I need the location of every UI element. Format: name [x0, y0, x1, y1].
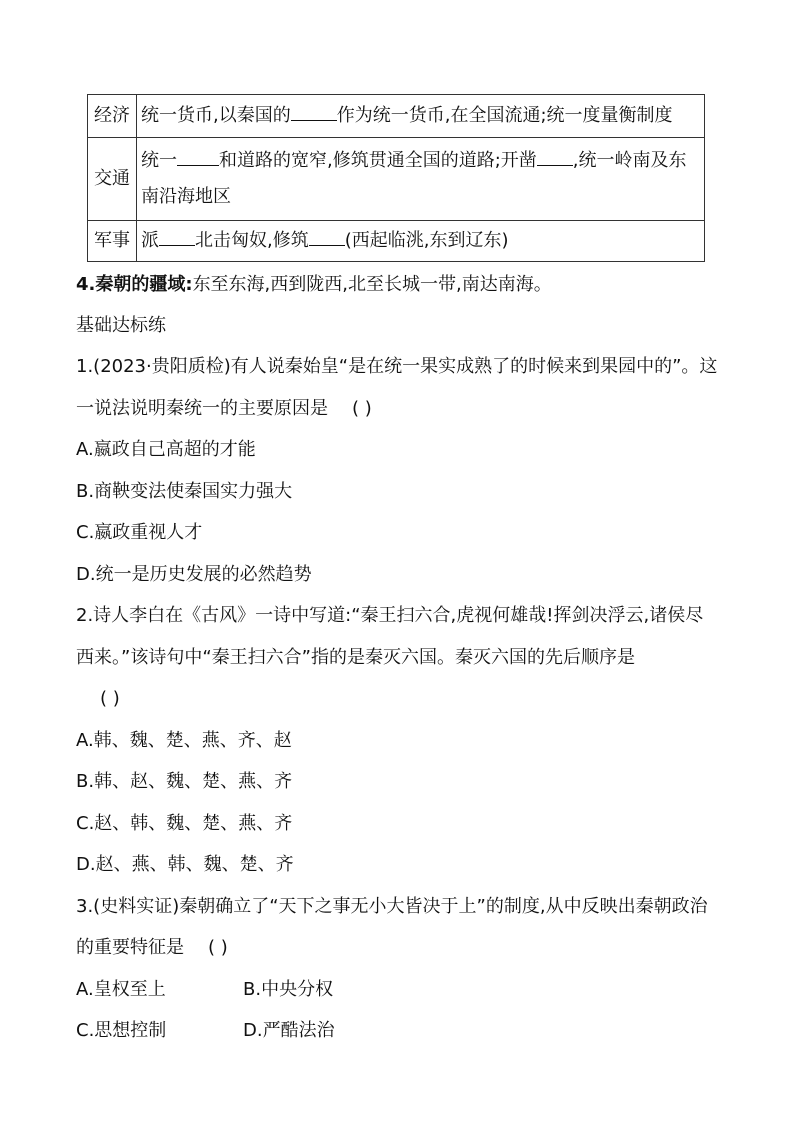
table-text: 统一: [141, 150, 177, 171]
table-content-cell: [137, 95, 705, 138]
question-3-option-a: A.皇权至上: [76, 979, 166, 1000]
table-category-cell: 交通: [88, 138, 137, 221]
question-1-line-2: [76, 397, 372, 421]
question-3-options-row-2: [76, 1019, 335, 1043]
table-text: (西起临洮,东到辽东): [344, 230, 509, 251]
table-content-cell: [137, 221, 705, 262]
answer-paren: ( ): [352, 398, 372, 419]
fill-blank: [537, 147, 573, 166]
territory-label: 4.秦朝的疆域:: [76, 274, 193, 295]
table-category-cell: 军事: [88, 221, 137, 262]
question-2-line-1: 2.诗人李白在《古风》一诗中写道:“秦王扫六合,虎视何雄哉!挥剑决浮云,诸侯尽: [76, 605, 704, 626]
question-1-line-1: 1.(2023·贵阳质检)有人说秦始皇“是在统一果实成熟了的时候来到果园中的”。这: [76, 356, 718, 377]
table-category-cell: 经济: [88, 95, 137, 138]
question-2-line-2: 西来。”该诗句中“秦王扫六合”指的是秦灭六国。秦灭六国的先后顺序是: [76, 647, 635, 668]
question-3-options-row-1: [76, 978, 333, 1002]
question-1-option-a: A.嬴政自己高超的才能: [76, 439, 256, 460]
question-1-option-c: C.嬴政重视人才: [76, 522, 203, 543]
territory-text: 东至东海,西到陇西,北至长城一带,南达南海。: [192, 274, 552, 295]
question-3-option-c: C.思想控制: [76, 1020, 167, 1041]
question-text: 的重要特征是: [76, 937, 184, 958]
section-title: 基础达标练: [76, 315, 166, 336]
answer-paren: ( ): [208, 937, 228, 958]
question-3-option-b: B.中央分权: [243, 979, 334, 1000]
fill-blank: [177, 147, 219, 166]
table-text: 和道路的宽窄,修筑贯通全国的道路;开凿: [219, 150, 537, 171]
question-2-paren: ( ): [100, 688, 120, 709]
table-row-military: [88, 221, 705, 262]
table-content-cell: [137, 138, 705, 221]
table-text: ,统一岭南及东: [572, 150, 687, 171]
table-row-transport: [88, 138, 705, 221]
question-text: 一说法说明秦统一的主要原因是: [76, 398, 328, 419]
question-1-option-d: D.统一是历史发展的必然趋势: [76, 564, 312, 585]
question-2-option-a: A.韩、魏、楚、燕、齐、赵: [76, 730, 292, 751]
question-2-option-b: B.韩、赵、魏、楚、燕、齐: [76, 771, 293, 792]
unification-measures-table: [87, 94, 705, 262]
question-2-option-d: D.赵、燕、韩、魏、楚、齐: [76, 854, 294, 875]
table-text: 南沿海地区: [141, 186, 231, 207]
question-3-line-1: 3.(史料实证)秦朝确立了“天下之事无小大皆决于上”的制度,从中反映出秦朝政治: [76, 896, 708, 917]
fill-blank: [159, 227, 195, 246]
question-3-option-d: D.严酷法治: [243, 1020, 335, 1041]
table-text: 派: [141, 230, 159, 251]
table-text: 作为统一货币,在全国流通;统一度量衡制度: [336, 105, 673, 126]
question-3-line-2: [76, 936, 228, 960]
fill-blank: [291, 102, 337, 121]
table-row-economy: [88, 95, 705, 138]
table-text: 统一货币,以秦国的: [141, 105, 291, 126]
question-1-option-b: B.商鞅变法使秦国实力强大: [76, 481, 293, 502]
table-text: 北击匈奴,修筑: [195, 230, 309, 251]
question-2-option-c: C.赵、韩、魏、楚、燕、齐: [76, 813, 293, 834]
fill-blank: [309, 227, 345, 246]
territory-paragraph: [76, 273, 552, 297]
